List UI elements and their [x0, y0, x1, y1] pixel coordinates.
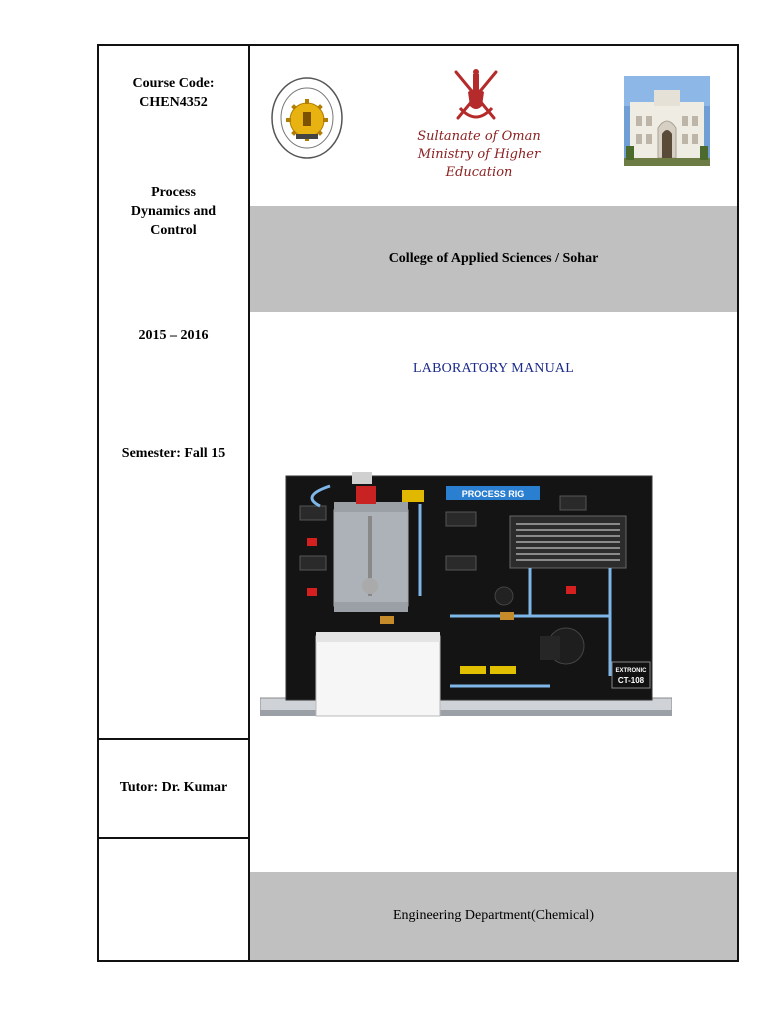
right-column [250, 46, 737, 960]
tutor-name: Tutor: Dr. Kumar [119, 780, 228, 795]
department-name: Engineering Department(Chemical) [393, 908, 594, 923]
course-info-cell [99, 46, 248, 740]
college-band [250, 206, 737, 312]
ministry-heading [384, 128, 574, 182]
academic-year: 2015 – 2016 [138, 328, 209, 343]
cover-page-frame [97, 44, 739, 962]
empty-cell [99, 839, 248, 960]
panel-label: PROCESS RIG [461, 489, 525, 499]
model-label: CT-108 [617, 676, 645, 685]
college-name: College of Applied Sciences / Sohar [388, 251, 599, 266]
semester: Semester: Fall 15 [121, 446, 226, 461]
process-rig-photo [260, 466, 672, 738]
tutor-cell [99, 740, 248, 839]
left-column [99, 46, 250, 960]
brand-label: EXTRONIC [615, 668, 647, 674]
department-band [250, 872, 737, 960]
oman-emblem-logo [446, 66, 506, 128]
course-code: CHEN4352 [139, 95, 208, 110]
college-building-photo [624, 76, 710, 166]
ministry-line-1: Sultanate of Oman [417, 129, 541, 144]
course-name-line-3: Control [150, 223, 197, 238]
engineering-seal-logo [270, 76, 344, 160]
course-name-line-2: Dynamics and [130, 204, 217, 219]
course-name-line-1: Process [151, 185, 196, 200]
manual-title: LABORATORY MANUAL [413, 361, 574, 376]
ministry-line-2: Ministry of Higher Education [417, 147, 541, 180]
course-code-label: Course Code: [132, 76, 215, 91]
